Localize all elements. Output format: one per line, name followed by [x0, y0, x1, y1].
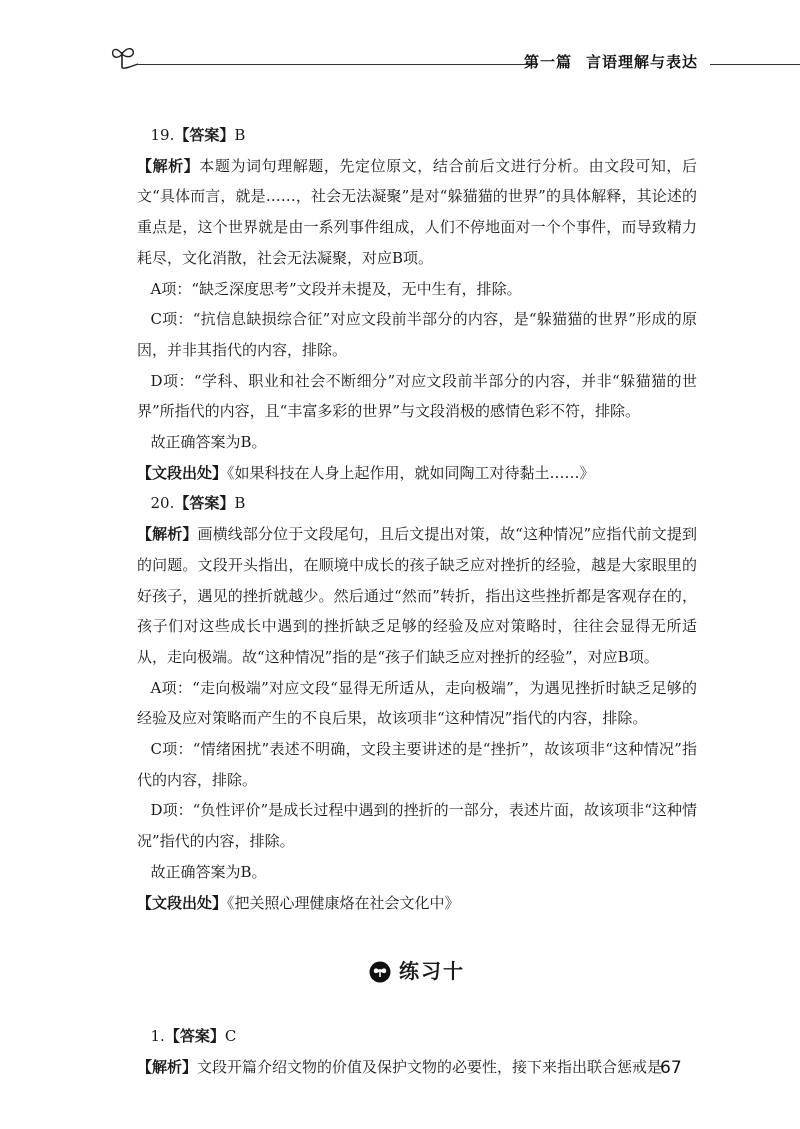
q20-option-c: C项：“情绪困扰”表述不明确，文段主要讲述的是“挫折”，故该项非“这种情况”指代的内容，排除。: [137, 740, 697, 789]
source-tag: 【文段出处】: [137, 893, 228, 912]
section-title: 练习十: [399, 959, 465, 984]
q20-number: 20.: [150, 494, 175, 513]
page-number: 67: [660, 1058, 682, 1078]
q20-source-text: 《把关照心理健康烙在社会文化中》: [227, 893, 460, 912]
q19-answer-line: [137, 120, 697, 151]
q19-source-text: 《如果科技在人身上起作用，就如同陶工对待黏土……》: [227, 463, 595, 482]
q1-number: 1.: [150, 1026, 165, 1045]
q1-analysis-text: 文段开篇介绍文物的价值及保护文物的必要性，接下来指出联合惩戒是: [197, 1057, 663, 1076]
header-rule-left: [138, 64, 538, 65]
q20-option-a: A项：“走向极端”对应文段“显得无所适从，走向极端”，为遇见挫折时缺乏足够的经验及应对策略而产生的不良后果，故该项非“这种情况”指代的内容，排除。: [137, 678, 697, 728]
answer-tag: 【答案】: [164, 1026, 225, 1045]
q20-answer-line: [137, 488, 697, 519]
q19-answer: B: [234, 126, 246, 144]
analysis-tag: 【解析】: [137, 525, 198, 544]
running-header: [110, 44, 800, 76]
analysis-tag: 【解析】: [137, 156, 200, 175]
q19-option-a: A项：“缺乏深度思考”文段并未提及，无中生有，排除。: [150, 279, 522, 298]
q1-answer: C: [224, 1026, 237, 1045]
analysis-tag: 【解析】: [137, 1057, 198, 1076]
q19-number: 19.: [150, 126, 175, 144]
q19-analysis: [137, 151, 697, 274]
header-title: [524, 51, 698, 72]
q20-source: [137, 888, 697, 919]
leaf-badge-icon: [369, 961, 391, 983]
header-rule-right: [710, 64, 800, 65]
q19-conclusion: 故正确答案为B。: [150, 433, 267, 452]
q20-conclusion: 故正确答案为B。: [150, 862, 267, 881]
section-heading: [137, 956, 697, 987]
q19-source: [137, 458, 697, 489]
q20-analysis: [137, 519, 697, 673]
page-content: [137, 120, 697, 1082]
q20-analysis-text: 画横线部分位于文段尾句，且后文提出对策，故“这种情况”应指代前文提到的问题。文段开头指出，在顺境中成长的孩子缺乏应对挫折的经验，越是大家眼里的好孩子，遇见的挫折就越少。然后通过“然而”转折，指出这些挫折都是客观存在的，孩子们对这些成长中遇到的挫折缺乏足够的经验及应对策略时，往往会显得无所适从，走向极端。故“这种情况”指的是“孩子们缺乏应对挫折的经验”，对应B项。: [137, 525, 697, 666]
q19-analysis-text: 本题为词句理解题，先定位原文，结合前后文进行分析。由文段可知，后文“具体而言，就是……，社会无法凝聚”是对“躲猫猫的世界”的具体解释，其论述的重点是，这个世界就是由一系列事件组成，人们不停地面对一个个事件，而导致精力耗尽，文化消散，社会无法凝聚，对应B项。: [137, 156, 697, 267]
header-chapter: 言语理解与表达: [586, 53, 699, 71]
q20-answer: B: [234, 494, 246, 513]
q19-option-d: D项：“学科、职业和社会不断细分”对应文段前半部分的内容，并非“躲猫猫的世界”所指代的内容，且“丰富多彩的世界”与文段消极的感情色彩不符，排除。: [137, 371, 697, 421]
source-tag: 【文段出处】: [137, 463, 228, 482]
q1-analysis: [137, 1052, 697, 1083]
answer-tag: 【答案】: [174, 494, 235, 513]
header-part: 第一篇: [524, 53, 573, 71]
q1-answer-line: [137, 1021, 697, 1052]
sprout-icon: [110, 44, 142, 72]
answer-tag: 【答案】: [174, 126, 235, 144]
q19-option-c: C项：“抗信息缺损综合征”对应文段前半部分的内容，是“躲猫猫的世界”形成的原因，并非其指代的内容，排除。: [137, 310, 697, 359]
q20-option-d: D项：“负性评价”是成长过程中遇到的挫折的一部分，表述片面，故该项非“这种情况”指代的内容，排除。: [137, 801, 697, 851]
